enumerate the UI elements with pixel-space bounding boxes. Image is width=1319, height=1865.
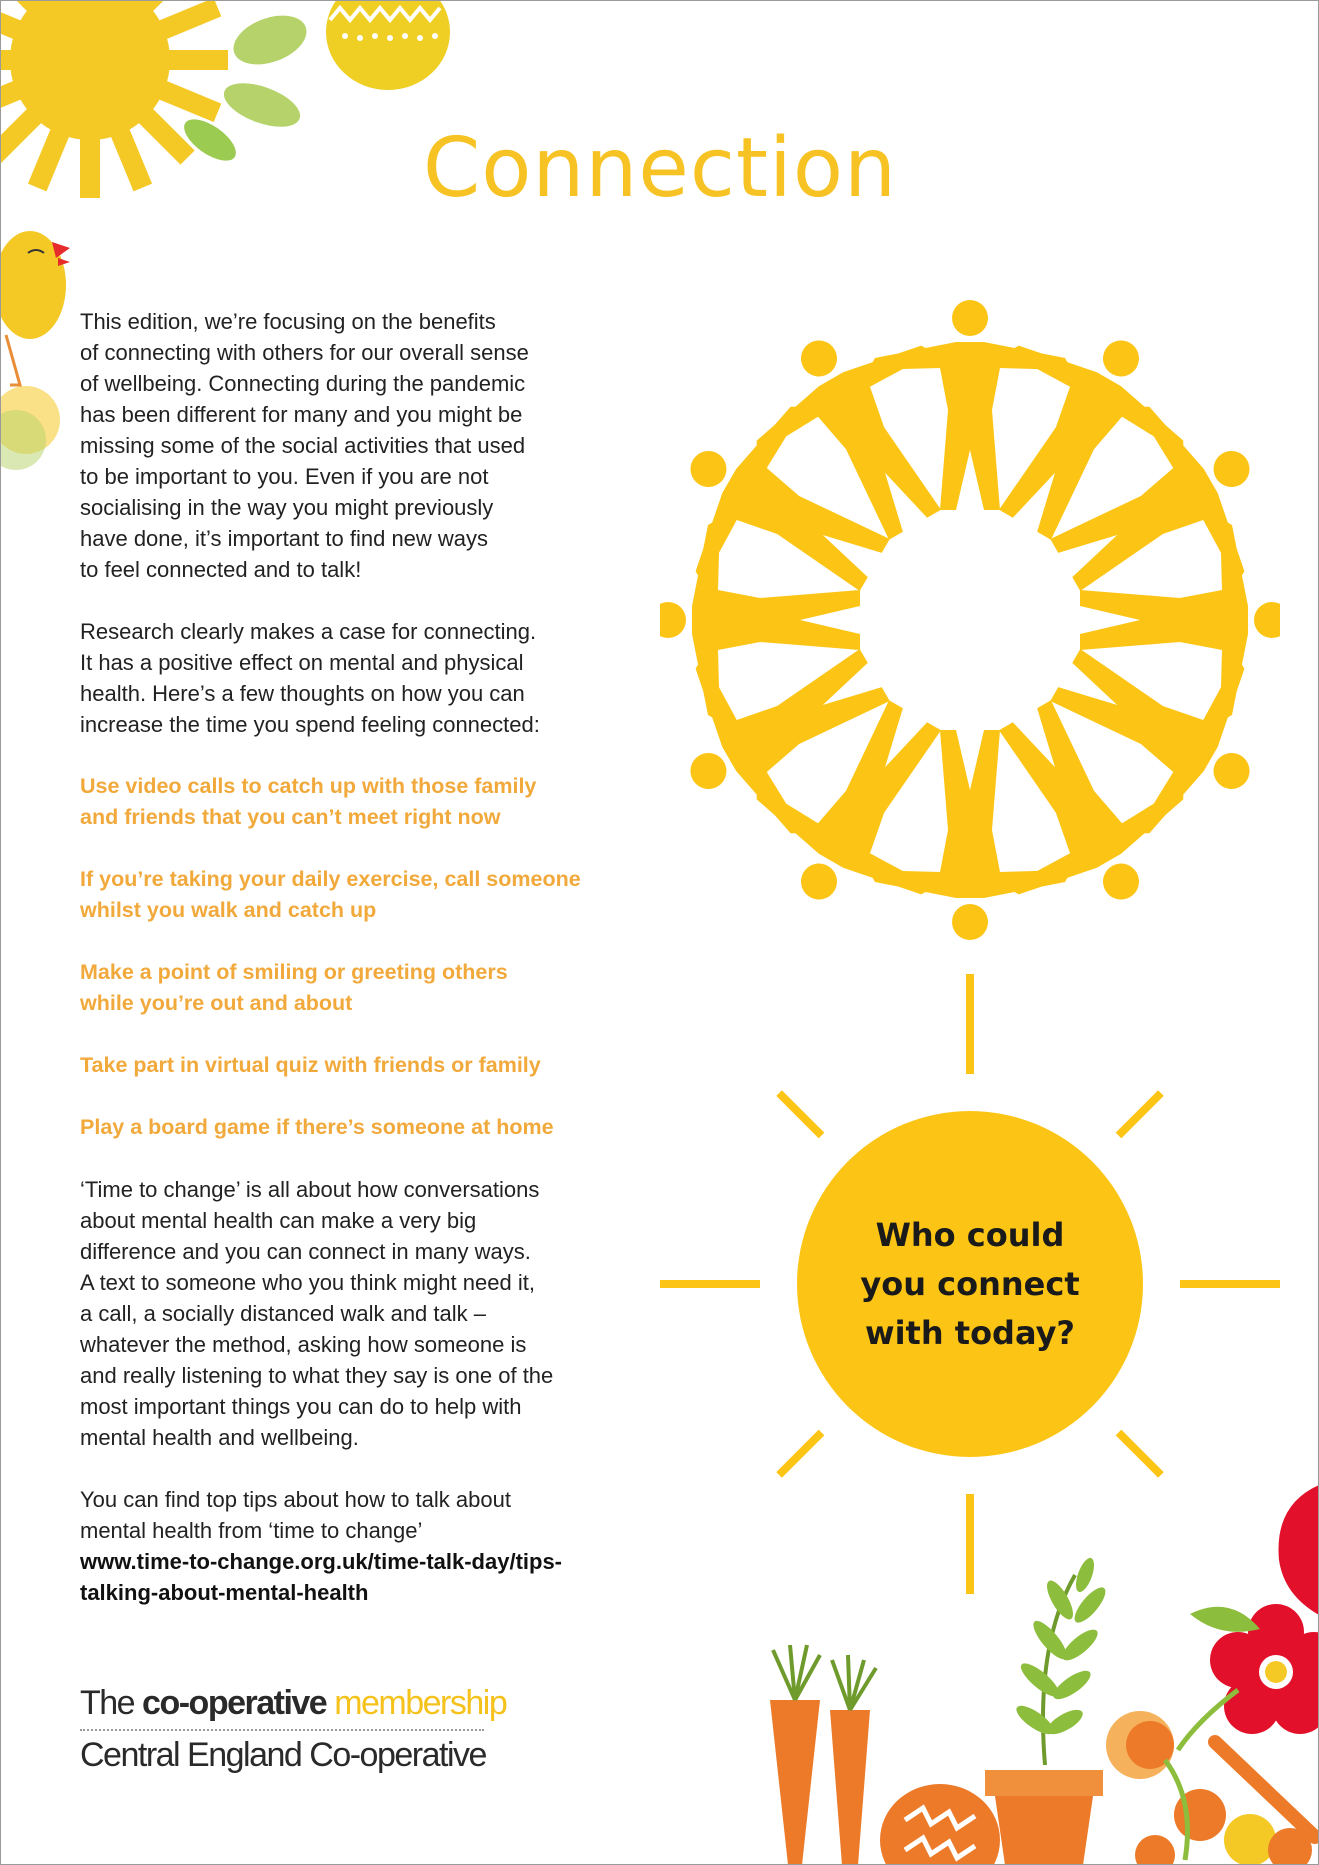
time-to-change-link[interactable]: www.time-to-change.org.uk/time-talk-day/tips- talking-about-mental-health [80, 1549, 563, 1605]
intro-paragraph: This edition, we’re focusing on the benefits of connecting with others for our overall sense of wellbeing. Connecting during the pandemic has been different for many and you might be missing some of the social activities that used to be important to you. Even if you are not socialising in the way you might previously have done, it’s important to find new ways to feel connected and to talk! [80, 309, 529, 582]
logo-word-the: The [80, 1684, 135, 1722]
top-tips-paragraph: You can find top tips about how to talk about mental health from ‘time to change’ [80, 1487, 511, 1543]
cooperative-logo [80, 1683, 507, 1775]
logo-line-membership [80, 1683, 507, 1723]
flower-icon [1178, 1485, 1319, 1750]
tip-item: Take part in virtual quiz with friends or family [80, 1053, 541, 1077]
tip-item: Play a board game if there’s someone at home [80, 1115, 554, 1139]
logo-divider [80, 1729, 484, 1731]
easter-egg-icon [880, 1784, 1000, 1865]
tip-item: Use video calls to catch up with those family and friends that you can’t meet right now [80, 774, 537, 829]
logo-line-central-england: Central England Co-operative [80, 1736, 486, 1774]
tip-item: If you’re taking your daily exercise, call someone whilst you walk and catch up [80, 867, 581, 922]
plant-pot-icon [985, 1556, 1110, 1865]
sun-question-text: Who could you connect with today? [860, 1215, 1080, 1352]
tip-item: Make a point of smiling or greeting others while you’re out and about [80, 960, 508, 1015]
logo-word-membership: membership [334, 1684, 507, 1722]
research-paragraph: Research clearly makes a case for connecting. It has a positive effect on mental and physical health. Here’s a few thoughts on how you can increase the time you spend feeling connected: [80, 619, 540, 737]
time-to-change-paragraph: ‘Time to change’ is all about how conversations about mental health can make a very big difference and you can connect in many ways. A text to someone who you think might need it, a call, a socially distanced walk and talk – whatever the method, asking how someone is and really listening to what they say is one of the most important things you can do to help with mental health and wellbeing. [80, 1177, 554, 1450]
page-title: Connection [423, 121, 897, 216]
logo-word-cooperative: co-operative [142, 1684, 327, 1722]
carrot-icon [770, 1645, 876, 1865]
